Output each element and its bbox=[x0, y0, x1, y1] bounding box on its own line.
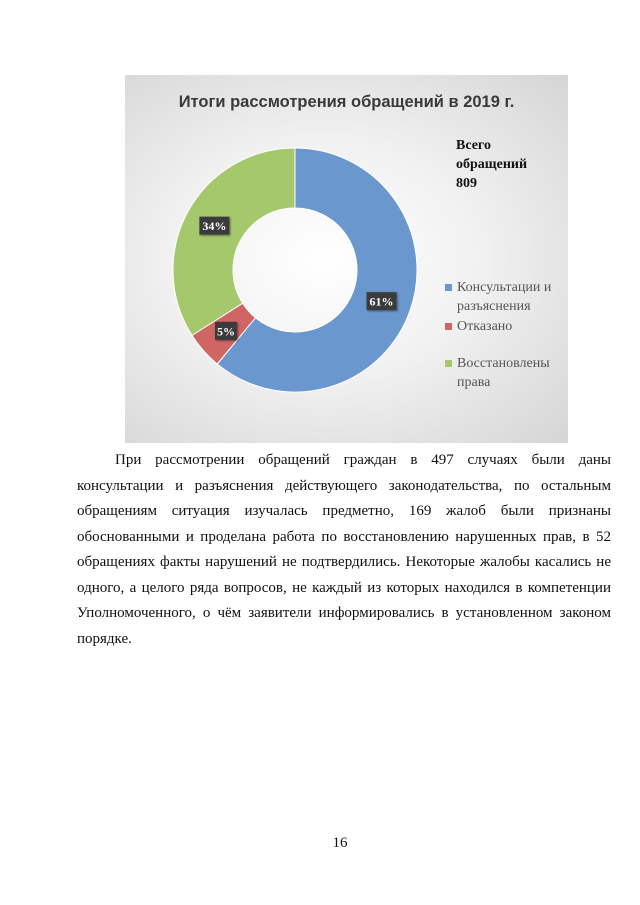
total-label-line-2: обращений bbox=[456, 157, 528, 172]
donut-slice-restored bbox=[173, 148, 295, 335]
page-number: 16 bbox=[332, 835, 348, 851]
legend-swatch-refused bbox=[445, 323, 452, 330]
body-paragraph: При рассмотрении обращений граждан в 497 случаях были даны консультации и разъяснения действующего законодательства, по остальным обращениям ситуация изучалась предметно, 169 жалоб были признаны обоснованными и проделана работа по восстановлению нарушенных прав, в 52 обращениях факты нарушений не подтвердились. Некоторые жалобы касались не одного, а целого ряда вопросов, не каждый из которых находился в компетенции Уполномоченного, о чём заявители информировались в установленном законом порядке. bbox=[77, 452, 611, 647]
body-text bbox=[77, 448, 611, 652]
data-label-refused bbox=[215, 322, 237, 340]
legend-item-consultations bbox=[445, 278, 570, 316]
legend-swatch-restored bbox=[445, 360, 452, 367]
data-label-text-consultations: 61% bbox=[369, 294, 394, 309]
legend-label-consultations: Консультации и разъяснения bbox=[457, 280, 552, 314]
total-label-value: 809 bbox=[456, 176, 477, 191]
legend-label-refused: Отказано bbox=[457, 319, 513, 334]
data-label-consultations bbox=[367, 292, 397, 310]
chart-container bbox=[125, 75, 568, 443]
legend-swatch-consultations bbox=[445, 284, 452, 291]
legend-item-restored bbox=[445, 354, 570, 392]
data-label-text-refused: 5% bbox=[216, 324, 235, 339]
chart-title: Итоги рассмотрения обращений в 2019 г. bbox=[178, 93, 515, 111]
data-label-restored bbox=[199, 217, 229, 235]
data-label-text-restored: 34% bbox=[202, 219, 227, 234]
legend-label-restored: Восстановлены права bbox=[457, 356, 550, 390]
legend-item-refused bbox=[445, 317, 570, 336]
total-label-line-1: Всего bbox=[456, 138, 491, 153]
